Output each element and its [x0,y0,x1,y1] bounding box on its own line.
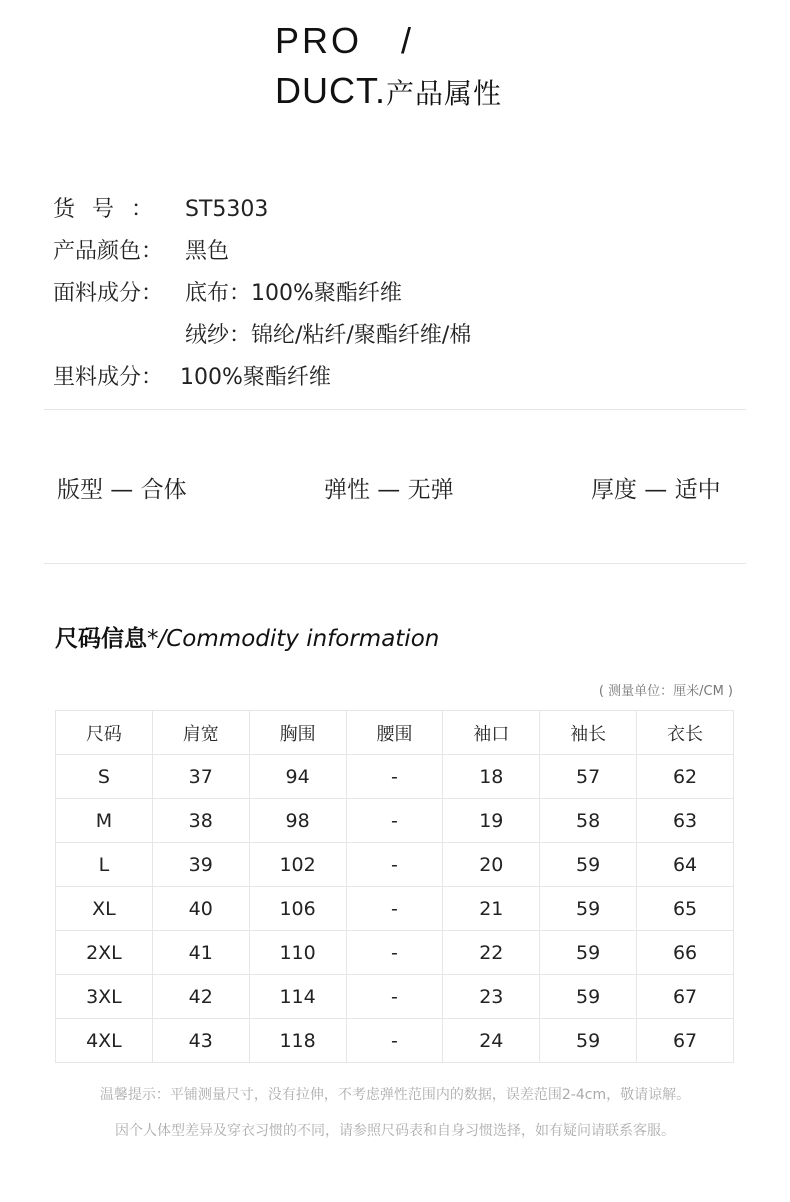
table-cell: 59 [540,1019,637,1063]
table-cell: 64 [637,843,734,887]
table-cell: 59 [540,975,637,1019]
table-cell: 22 [443,931,540,975]
table-cell: - [346,843,443,887]
table-cell: 94 [249,755,346,799]
attr-row-lining [53,362,331,394]
table-cell: 18 [443,755,540,799]
table-cell: 4XL [56,1019,153,1063]
table-cell: 20 [443,843,540,887]
attr-row-item-number [53,194,268,226]
divider [44,409,746,410]
table-cell: 62 [637,755,734,799]
table-cell: 110 [249,931,346,975]
header-title-line2 [275,70,502,112]
attr-label: 货号： [53,197,171,222]
attr-value: ST5303 [185,197,269,222]
note-line1: 温馨提示：平铺测量尺寸，没有拉伸，不考虑弹性范围内的数据，误差范围2-4cm，敬请谅解。 [99,1087,691,1103]
table-row [56,843,734,887]
table-cell: 118 [249,1019,346,1063]
attr-value: 绒纱：锦纶/粘纤/聚酯纤维/棉 [185,323,472,348]
table-cell: 41 [152,931,249,975]
unit-note: ( 测量单位：厘米/CM ) [598,684,733,699]
table-cell: 114 [249,975,346,1019]
property-fit: 版型 — 合体 [57,477,187,503]
table-cell: 24 [443,1019,540,1063]
table-cell: M [56,799,153,843]
table-cell: 59 [540,843,637,887]
table-cell: 2XL [56,931,153,975]
table-cell: - [346,755,443,799]
size-title-en: */Commodity information [147,626,440,652]
table-cell: 3XL [56,975,153,1019]
table-cell: - [346,799,443,843]
table-cell: 67 [637,975,734,1019]
table-header-cell: 衣长 [637,711,734,755]
table-row [56,931,734,975]
table-cell: - [346,1019,443,1063]
table-cell: 43 [152,1019,249,1063]
table-header-cell: 腰围 [346,711,443,755]
table-cell: 23 [443,975,540,1019]
table-cell: 59 [540,931,637,975]
attr-label: 里料成分： [53,365,164,390]
table-row [56,975,734,1019]
table-header-cell: 胸围 [249,711,346,755]
attr-value: 底布：100%聚酯纤维 [185,281,402,306]
table-cell: L [56,843,153,887]
table-cell: S [56,755,153,799]
header-title-cn: 产品属性 [386,78,503,109]
table-cell: - [346,975,443,1019]
table-cell: 59 [540,887,637,931]
size-title-cn: 尺码信息 [55,626,147,652]
table-cell: 38 [152,799,249,843]
attr-value: 100%聚酯纤维 [180,365,331,390]
table-row [56,799,734,843]
property-elasticity: 弹性 — 无弹 [324,477,454,503]
table-cell: 40 [152,887,249,931]
table-header-cell: 袖长 [540,711,637,755]
size-table [55,710,734,1063]
table-cell: 66 [637,931,734,975]
note-line2: 因个人体型差异及穿衣习惯的不同，请参照尺码表和自身习惯选择，如有疑问请联系客服。 [115,1123,675,1139]
header-title-en: DUCT. [275,70,386,111]
table-cell: 37 [152,755,249,799]
table-cell: 57 [540,755,637,799]
attr-row-fabric-pile [53,320,471,352]
table-cell: - [346,887,443,931]
table-header-cell: 尺码 [56,711,153,755]
table-cell: 42 [152,975,249,1019]
attr-label: 产品颜色： [53,239,164,264]
table-header-cell: 肩宽 [152,711,249,755]
header-title-line1: PRO / [275,20,415,61]
table-cell: 102 [249,843,346,887]
table-row [56,887,734,931]
table-cell: 65 [637,887,734,931]
table-cell: 98 [249,799,346,843]
table-row [56,755,734,799]
table-cell: 63 [637,799,734,843]
size-section-title [55,620,439,653]
table-cell: XL [56,887,153,931]
table-cell: 58 [540,799,637,843]
attr-row-color [53,236,229,268]
table-cell: 19 [443,799,540,843]
attr-label: 面料成分： [53,281,164,306]
table-header-row [56,711,734,755]
table-header-cell: 袖口 [443,711,540,755]
table-row [56,1019,734,1063]
table-cell: 106 [249,887,346,931]
table-cell: - [346,931,443,975]
property-thickness: 厚度 — 适中 [591,477,721,503]
attr-row-fabric [53,278,402,310]
attr-value: 黑色 [185,239,230,264]
divider [44,563,746,564]
table-cell: 67 [637,1019,734,1063]
table-cell: 21 [443,887,540,931]
table-cell: 39 [152,843,249,887]
